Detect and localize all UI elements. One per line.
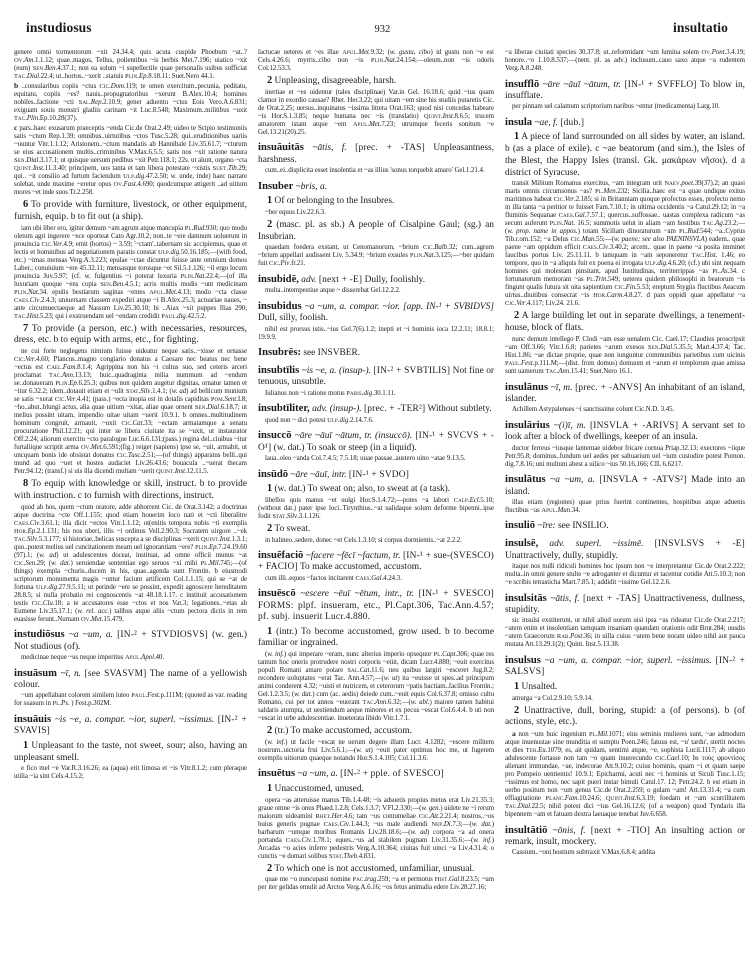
sense-text: Unpleasing, disagreeable, harsh.: [274, 76, 397, 86]
sense-number: 1: [267, 625, 273, 637]
citation-block: [14, 49, 247, 81]
citation-block: [505, 103, 745, 111]
citation-text: inertiae et ~es uidentur (tales disciplinae) Var.in Gel. 16.18.6; quid ~ius quam clamor in exordio causae? Rhet. Her.3.22; qui uitam ~em sine his studiis putaretis Cic. de Orat.2.25; uersus..inquinatus ~issima littera Orat.163; quod nisi concedas habeare ~is Hor.S.1.3.85; neque humana nec ~is (translatio) Quint.Inst.8.6.5; trucem amatorem istam atque ~em Apul.Met.7.23; utrumque feceris sonitum ~e Gel.13.21(20).25.: [258, 88, 494, 136]
citation-block: [258, 797, 494, 861]
column-3: [505, 48, 745, 970]
inflection: ~āre ~āuī, intr.: [288, 469, 347, 480]
citation-block: [505, 445, 745, 469]
dictionary-entry: [258, 768, 494, 780]
headword: insufflō: [505, 78, 540, 90]
headword: insuccō: [258, 430, 292, 442]
sense-number: 1: [267, 195, 273, 207]
citation-text: quaedam foedera exstant, ut Cenomanorum, ~brium Cic.Balb.32; cum..agrum ~brium appellari audissent Liv. 5.34.9; ~brium exsules Plin.Nat.3.125;—~ber quidam fuit Cic.Piv.fr.21.: [258, 244, 494, 268]
sense-paragraph: [258, 483, 494, 496]
headword: insula: [505, 116, 533, 128]
inflection: ~facere ~fēcī ~factum, tr.: [303, 551, 401, 562]
column-1: [14, 48, 247, 970]
sense-text: To equip with knowledge or skill, instruct. b to provide with instruction. c to furnish with directions, instruct.: [14, 479, 247, 501]
headword: insulsus: [505, 654, 541, 666]
dictionary-entry: [258, 365, 494, 389]
gloss: (w. dat.) To soak or steep (in a liquid).: [273, 442, 417, 453]
etymology: [INSVLSVS + -E]: [654, 539, 745, 550]
sense-number: 1: [23, 739, 29, 751]
sense-paragraph: [505, 705, 745, 730]
inflection: adv.: [298, 274, 317, 285]
citation-block: [505, 849, 745, 857]
sense-paragraph: [258, 626, 494, 651]
citation-text: e fico mel ~e Var.R.3.16.26; ea (aqua) erit limosa et ~is Vitr.8.1.2; cum pleraque utilia ~ia sint Cels.4.15.2;: [14, 765, 247, 781]
sense-text: (tr.) To make accustomed, accustom.: [274, 726, 412, 737]
citation-block: [258, 537, 494, 545]
inflection: ~īre:: [535, 521, 556, 532]
sense-paragraph: [258, 523, 494, 536]
etymology: [prec. + -TER²]: [363, 404, 426, 415]
dictionary-entry: [258, 347, 494, 359]
sense-number: 1: [267, 782, 273, 794]
dictionary-entry: [505, 593, 745, 617]
gloss: Dully, foolishly.: [364, 274, 426, 285]
citation-text: itaque nos nulli ridiculi homines hoc ipsum non ~e interpretantur Cic.de Orat.2.222; multa..in omni genere stulte ~e adroganter et dicuntur et tacentur cotidie Att.5.10.3; non ~e scribis tetrasticha Mart.7.85.1; addidit ~issime Gel.12.2.6.: [505, 563, 745, 587]
sense-paragraph: [505, 310, 745, 335]
sense-number: 2: [267, 862, 273, 874]
citation-block: [14, 765, 247, 781]
gloss: Dull, silly, foolish.: [258, 313, 328, 324]
sense-number: 2: [514, 310, 520, 322]
citation-text: quod ab hos, quem ~ctum oratore, adde abhorrent Cic. de Orat.3.142; a doctrinas atque doctrina ~cte Off.1.155; quod etiam houerim loco nati et ~cti liberalitre Caes.Civ.3.61.1; illa dicit ~ectos Vitr.1.1.12; ot(enitis tempora nobis ~ti exemplis Hor.Ep.2.1.131; his nos uberi, illis ~i ordinus Vell.2.90.3; Socratem uirgore ..~ek Tac.Silv.5.3.177; si historiae..belicas suscepta a se disciplinas ~xerit Quint.Inst.1.3.1; quo..potest melius uel cuncitationem meam uel ignorantiam ~ere? Plin.Ep.7.24.19.60 (97).1; (w. ad) ut adulescentes doceat, instituat, ad omne officii munus ~at Cic.Sen.29; (w. dat.) seruiendae sententiae ego seruos ~xi mihi Pl.Mil.745;—(of things) exempla ~churis..ducem in his, quae..agenda sunt Frontin. b eiusmodi scriptorum monumenta magis ~untur faciunt artificem Col.1.1.15; qui se ~at de fortuna Ulp.dig.27.9.5.11; ut perinde ~ere se possint, expedit agnoscere hereditatem 28.8.5; si nulla probatio rei cognoscentis ~at 48.18.1.17. c instituit accusationem testis Cic.Clu.18; a te accusatores esse ~ctos et nos Vat.3; legationes..~etas ab Eumene Liv.35.17.1; (w. rel. acc.) talibus atque aliis ~ctum pectora dictis in rem euasisse ferunt..Numam Ov.Met.15.479.: [14, 503, 247, 623]
page-number: 932: [374, 24, 391, 35]
citation-block: [505, 180, 745, 308]
headword: insubidē,: [258, 273, 299, 285]
inflection: adv. superl. ~issimē.: [538, 539, 644, 550]
citation-block: [14, 654, 247, 662]
etymology: [next + -TIO]: [590, 825, 651, 836]
citation-block: [14, 692, 247, 708]
inflection: ~is ~e, a. compar. ~ior, superl. ~issimus.: [51, 714, 215, 725]
citation-text: opera ~as atteruisse manus Tib.1.4.48; ~is adsuetis propius metus erat Liv.21.35.3; graue omne ~is onus Phaed.1.2.8; Cels.1.3.7; V.Fl.2.330;—(w. gen.) uidete ne ~i rerum maiorum uideamini Rhet.Her.4.6; tam ~us contumeliae Cic.Att.2.21.4; nostros..~os huius generis pugnae Caes.Civ.1.44.3; ~us male audiendi Nep.Di.7.3;—(w. dat.) barbarum ~umque moribus Romanis Liv.28.18.6;—(w. ad) corpora ~a ad onera portanda Caes.Civ.1.78.1; eques..~us ad stabilem pugnam Liv.31.35.6;—(w. inf.) Arcadas ~o acies inferre pedestris Verg.A.10.364; ciuitas fuit uinci ~a Liv.4.31.4; o cunctis ~e domari solibus Stat.Theb.4.831.: [258, 796, 494, 860]
headword: insubidus: [258, 300, 302, 312]
dictionary-entry: [505, 382, 745, 406]
sense-text: To which one is not accustomed, unfamiliar, unusual.: [274, 863, 475, 874]
citation-text: nunc demum intellego P. Clodi ~am esse uenalem Cic. Cael.17; Claudius proscripsit ~am Off.3.66; Vitr.1.6.8; parietes ~arum exesos Sen.Dial.5.35.5; Mart.4.37.4; Tac. Hist.1.86; ~ae dictae proprie, quae non iunguntur communibus parietibus cum uicinis Paul.Fest.p.111.M;—(dist. from domus) domuum et ~arum et templorum quae amissa sunt uamerum Tac.Ann.15.41; Suet.Nero 16.1.: [505, 336, 745, 375]
inflection: ~ōnis, f.: [547, 825, 586, 836]
citation-text: (w. inf.) qui imperare ~eram, nunc alterius imperio opsequor Pl.Capt.306; quae res tantum hoc oneris protrudere nostri corporis ~eüit, dicam Lucr.4.880; ~euit exercitus populi Romani amare potare Sal.Cat.11.6; neu quibus largiri ~esceret Jug.8.2; recondere uoluptates ~erat Tac. Ann.4.57;—(w. ut) ita ~euisse ut spes..ad principum animi conderent 4.32; ~uisti et nutricem, et ceterorum ~patis bactiam..facilius Frontin.; Gel.1.2.3.5; (w. dat.) cum (ac. aedis) deiede cum..~euit equis Col.6.37.8; omisso cultu Romano, cui per tot annos ~euerant Tac.Ann.6.32;—(w. abl.) maiore tamen habitui saldaris atumpta, ut uestiendum aeque minores et ex pecus ~escat Col.6.4.4. b uti non ~escat in urbe adulescentiae. inueterata libido Vitr.1.7.1.: [258, 651, 494, 723]
sense-text: To provide with furniture, livestock, or other equipment, furnish, equip. b to fit out (a ship).: [14, 200, 247, 222]
inflection: ~ātis, f.: [546, 593, 580, 604]
sense-text: Unpleasant to the taste, not sweet, sour; also, having an unpleasant smell.: [14, 740, 247, 763]
headword: insubtīliter,: [258, 403, 310, 415]
citation-block: [505, 499, 745, 515]
sense-number: 8: [23, 478, 29, 490]
headword: insubtīlis: [258, 365, 300, 377]
sense-paragraph: [505, 131, 745, 179]
inflection: adv. (insup-).: [309, 404, 362, 415]
citation-block: [258, 209, 494, 217]
inflection: ~a ~um, a.: [545, 475, 595, 486]
dictionary-entry: [258, 550, 494, 574]
inflection: ~(i)ī, m.: [549, 420, 586, 431]
running-head-left: instudiosus: [26, 20, 92, 35]
inflection: ~a ~um, a.: [295, 769, 338, 780]
etymology: [IN-² + pple. of SVESCO]: [340, 769, 444, 780]
sense-paragraph: [14, 199, 247, 224]
citation-block: [258, 739, 494, 763]
citation-text: ductor ferreus ~iusque lanternae uidebor fricare cornua Priap.32.13; exectores ~iique Petr.95.8; dominus..fundum uel aedes per saltuarium uel ~ium custodire potest Pomon. dig.7.8.16; uni multum abest a uilico ~ius 50.16.166; CIL 6.6217.: [505, 444, 745, 468]
sense-text: (intr.) To become accustomed, grow used. b to become familiar or ingrained.: [258, 626, 494, 649]
etymology: [IN-² + SALSVS]: [505, 655, 745, 678]
gloss: To blow in, insufflate.: [505, 79, 745, 101]
citation-block: [505, 730, 745, 819]
citation-text: ~ber equus Liv.22.6.3.: [265, 208, 326, 216]
sense-text: Of or belonging to the Insubres.: [274, 196, 395, 207]
sense-text: Unattractive, dull, boring, stupid: a (of persons). b (of actions, style, etc.).: [505, 705, 745, 728]
citation-text: libellos quis manus ~et uulgi Hor.S.1.4.72;—potes ~a labori Calp.Ecl.5.10; (without dat.) pater ipse loci..Tirynthius..~at ualidaque solum deforme bipenni..ipse fodit Stat.Silv.3.1.126.: [258, 496, 494, 520]
etymology: [INSVLA + -ARIVS]: [589, 420, 679, 431]
citation-text: Achillem Astypalenses ~i sanctissime colunt Cic.N.D. 3.45.: [512, 406, 675, 414]
inflection: ~is ~e, a. (insup-).: [299, 366, 371, 377]
gloss: A servant set to look after a block of dwellings, keeper of an insula.: [505, 420, 745, 443]
citation-block: [505, 695, 745, 703]
headword: insuāsum: [14, 667, 57, 679]
dictionary-entry: [258, 181, 494, 193]
citation-block: [505, 406, 745, 414]
dictionary-entry: [505, 117, 745, 129]
dictionary-entry: [258, 469, 494, 481]
citation-block: [14, 124, 247, 197]
sense-paragraph: [258, 863, 494, 876]
dictionary-entry: [258, 142, 494, 166]
citation-text: lactucae ueteres et ~es illae Apul.Met.9.32; (w. gustu, cibo) id gustu non ~e est Cels.4.26.6; myrris..cibo non ~is Plin.Nat.24.154;—oleum..non ~is odoris Col.12.53.3.: [258, 49, 494, 72]
sense-number: 1: [514, 131, 520, 143]
dictionary-entry: [505, 825, 745, 849]
etymology: [INSVLA + -ATVS²]: [599, 475, 687, 486]
citation-block: [258, 167, 494, 175]
citation-block: [258, 326, 494, 342]
citation-text: ne cui forte neglegens nimium fuisse uideatur neque satis..~xisse et ornasse Cic.Ver.4.60; Plancus..magno congiario donatus a Caesare nec beatus nec bene ~ectus est Cael.Fam.8.1.4; Agrippina non his ~i cultus suo, sed ceteris arceri proclamat Tac.Ann.13.13; huic..quadraginta milia nummum ad ~endum se..donaueram Plin.Ep.6.25.3; quibus non quidem augetur dignitas, ornatur tamen et ~itur 6.32.2; idem..dotauit etiam et ~ulit Stat.Silv.1.4.1; (w. ad) ad bellicum munium se satis ~xerat Cic.Ver.4.41; (pass.) ~ecta inopia est in dotalis capiditas Pom.Sent.I.8; ~ho..abut..blungi actus, alia quae uitium ~xitat, aliae quae ornent Sen.Dial.6.18.7; ut melius possint uitam, impendio uitae uitam ~uerit 10.9.1. b omnes..multitudinem hominum congruit, armauit, ~uxit Cic.Cat.33; ~ectam armatamque a senatu procuratione Phil.12.21; qui inter se libera ciuitate ita se ~uxit, ut instaurator Off.2.24; aliorum exercitu ~cto paralogue Luc.6.6.131;(pass.) regina del..ciuibus ~itur furtaliique scriptit arma Ov.Met.6.591;(fig.) reiget (sapiens) ipse se, ~uit, armabit, ut uncquam bonis ide obsistat donatus Cic.Tusc.2.51;—(of things) apparatus belli..qui mund ad quo ~uet et hostes audaciet Liv.26.43.6; bouacula ..~uerat thecam Petr.94.12; (transf.) si uis illa dicendi multam ~uerit Quint.Inst.12.11.5.: [14, 348, 247, 476]
sense-text: A large building let out in separate dwellings, a tenement-house, block of flats.: [505, 311, 745, 334]
dictionary-entry: [505, 538, 745, 562]
headword: insulānus: [505, 381, 548, 393]
dictionary-entry: [505, 655, 745, 679]
dictionary-entry: [258, 430, 494, 454]
citation-text: amurga ~a Col.2.9.10; 5.9.14.: [512, 694, 593, 702]
dictionary-entry: [258, 588, 494, 623]
sense-paragraph: [14, 478, 247, 503]
citation-block: [14, 504, 247, 624]
citation-text: multa..intempestiue atque ~ disserebat Gel.12.2.2.: [265, 287, 401, 295]
column-2: [258, 48, 494, 970]
citation-text: transit Militum Romanus exercitus, ~am integram urit Naev.poet.39(37).2; an quasi maris omnis circumsonus ~as? Pl.Men.232; Sicilia..haec est ~a quae undique exitus maritimos habeat Cic.Ver.2.185; si in Britanniam quoque profectus esses, profecto nemo in illa tanta ~a peritior te fuisset Fam.7.10.1; in ultima occidentis ~a Catul.29.12; in ~a fluminis Sequanae Caes.Gal.7.57.1; quercus..suffossae.. uastas complexa radicum ~as secum auferunt Plin.Nat. 16.5; summotis uelut in aliam ~am hostibus Tac.Ag.23.2;—(w. prop. name in appos.) totam Siciliam dinoraturum ~am Pl.Rud.544; ~a..Cyprus Tib.r.om.152; ~a Delus Cic.Man.55;—(w. paene; see also PAENINSVLA) eadem.. quae paene ~am oppidum efficit Caes.Civ.3.40.2; arcem.. quae in paene ~a posita imminet faucibus portus Liv. 25.11.11. b tamquam in ~am seponeretur Tac.Hist. 1.46; eo tempore, quo in ~a aliquis fuit ex poena ei irrogata Ulp.dig.4.6.20; (cf.) ubi sint nequam homines qui molestam pinsitant, apud Iustitudinas, territerrippas ~as Pl.As.34. c fortunatorum memorant ~as Pl.Trin.549; ueteres quidem philosophi in beatorum ~is fingunt qualis futura sit uita sapientium Cic.Fin.5.53; ereptum Stygiis fluctibus Aeacum uirtus..diuitibus consecrat ~is Hor.Carm.4.8.27. d pars oppidi quae appellatur ~a Cic.Ver.4.117; Liv.24. 21.6.: [505, 180, 745, 308]
sense-text: Unaccustomed, unused.: [274, 783, 364, 794]
gloss: (w. gen.) Not studious (of).: [14, 630, 247, 652]
citation-text: illas etiam (regiones) quae prius fuerint continentes, hospitibus atque aduenis fluctibus ~as Apul.Mun.34.: [505, 498, 745, 514]
citation-text: ~a liberae ciuitati species 30.37.8; ut..reformidant ~um lumina solem Ov.Pont.3.4.19; honore..~o 1.10.8.537;—(nent. pl. as adv.) inclusum..cauo saxo atque ~a rudentem Verg.A.8.248.: [505, 49, 745, 72]
inflection: ~a ~um, a. compar. ~ior. [app. IN-¹ + SVBIDVS]: [301, 301, 494, 312]
etymology: [next + -TAS]: [583, 593, 641, 604]
sense-paragraph: [258, 725, 494, 738]
inflection: ~ātis, f.: [303, 143, 347, 154]
citation-block: [14, 348, 247, 476]
citation-block: [258, 417, 494, 425]
sense-text: A piece of land surrounded on all sides by water, an island. b (as a place of exile). c ~ae beatorum (and sim.), the Isles of the Blest, the Happy Isles (transl. Gk. μακάρων νῆσοι). d a district of Syracuse.: [505, 132, 745, 178]
dictionary-entry: [258, 274, 494, 286]
sense-paragraph: [258, 75, 494, 88]
sense-number: 7: [23, 322, 29, 334]
citation-block: [258, 651, 494, 723]
gloss: An insulting action or remark, insult, mockery.: [505, 825, 745, 848]
citation-text: quod non ~ dici potest Ulp.dig.2.14.7.6.: [265, 416, 374, 424]
citation-text: cum..ei..displicita esset insolentia et ~as illius 'sonus torquebit amaro' Gel.1.21.4.: [265, 167, 485, 175]
gloss: An inhabitant of an island, islander.: [505, 382, 745, 404]
citation-block: [505, 336, 745, 376]
sub-sense-letter: b: [14, 81, 19, 90]
sub-sense-letter: c: [14, 123, 18, 132]
sense-paragraph: [258, 219, 494, 244]
headword: Insubrēs:: [258, 347, 301, 359]
etymology: [prec. + -ANVS]: [575, 382, 642, 393]
citation-text: medicinae neque ~us neque imperitus Apul.Apol.40.: [21, 654, 165, 662]
inflection: ~bris, a.: [293, 181, 328, 192]
gloss: To make accustomed, accustom.: [299, 562, 422, 573]
citation-text: per pinnam uel calamum scriptorium naribus ~entur (medicamenta) Larg.10.: [512, 103, 720, 111]
running-head-right: insultatio: [672, 20, 728, 35]
headword: instudiōsus: [14, 629, 65, 641]
headword: insulsē,: [505, 538, 539, 550]
headword: insuēscō: [258, 588, 296, 600]
inflection: ~a ~um, a.: [64, 630, 113, 641]
gloss: Unpleasantness, harshness.: [258, 143, 494, 165]
citation-text: Iulianus non ~i ratione motus Paris.dig.30.1.11.: [265, 389, 396, 397]
citation-text: in balineo..sedere, donec ~et Cels.1.3.10; si corpus dormientis..~at 2.2.2.: [265, 536, 462, 544]
etymology: [dub.]: [560, 117, 585, 128]
headword: insuētus: [258, 768, 296, 780]
inflection: ~a ~um, a. compar. ~ior, superl. ~issimus.: [540, 655, 712, 666]
citation-block: [14, 82, 247, 123]
citation-text: Cassium..~oni hostium subtraxit V.Max.6.8.4; addita: [512, 849, 655, 857]
sense-paragraph: [258, 783, 494, 796]
sense-text: To provide (a person, etc.) with necessaries, resources, dress, etc. b to equip with arms, etc., for fighting.: [14, 323, 247, 346]
inflection: ~āre ~āuī ~ātum, tr. (insuccō).: [291, 431, 413, 442]
dictionary-entry: [505, 420, 745, 444]
citation-text: non ~um huic ingenium Pl.Mil.1071; eius seminis mulieres sunt, ~ae admodum atque inuenustae sine munditia et sumptu Poen.246; fatuus est, ~u' tardu', stertit noctes et dies Ter.Eu.1079; es, ait quidam, sentimi atque, ~e, sophista Lucil.1117; ab aliquo adulescente fortasse non tam ~o quam inuerecundo Cic.Cael.10; bs τοὺς φροντίσος alienant immundae, ~ae, indecorae Att.9.10.2; cuius hominis, quam ~i et quam saepe pro Pompeio uentientis! 10.9.1; Epicharmi, acuti nec ~i hominis ut Siculi Tusc.1.15; ~issimus est homo, nec sapit pueri instar bimuli Catul.17. 12; Petr.24.2. b est etiam in uerbo positum non ~um genus Cic.de Orat.2.259; o gulam ~am! Att.13.31.4; ~a cum effiagitatione Planc.Fam.10.24.6; Quint.Inst.6.3.19; foedam et ~am scurrilitatem Tac.Dial.22.5; nihil potest dici ~ius Gel.16.12.6; (of a weapon) quod Tyndaris illa bipennem ~am et fatuam dextra laeuaque tenebat Juv.6.658.: [505, 731, 745, 819]
gloss: Made into an island.: [505, 475, 745, 497]
sense-number: 2: [514, 704, 520, 716]
headword: insuēfaciō: [258, 550, 304, 562]
citation-text: cum illi..equos ~factos incitarent Caes.Gal.4.24.3.: [265, 574, 402, 582]
sense-text: Unsalted.: [521, 681, 558, 692]
headword: insulārius: [505, 419, 550, 431]
citation-text: quae me ~o nuncupasti nomine Pac.trag.259; ~a et permotus Hist.Gal.8.23.5; ~um per iter gelidas emulit ad Arctos Verg.A.6.16; ~os fetus animalia edere Liv.28.27.16;: [258, 876, 494, 892]
citation-block: [505, 617, 745, 649]
citation-text: nihil est prorsus istis..~ius Gel.7(6).1.2; inepti et ~i hominis ioca 12.2.11; 18.8.1; 19.9.9.: [258, 325, 494, 341]
citation-text: genere omni tormentorum ~xit 24.34.4; quis acuta cuspide Phoebum ~at..? Ov.Am.1.1.12; quae..magos, Tellus, polientibus ~is herbis Met.7.196; uiatico ~xit (eum) Sen.Ben.4.37.1; non ea solum ~i supellectile quae personalis usibus sufficiat Tac.Dial.22.4; ut..hortos..~xerit ..statuis Plin.Ep.8.18.11; Suet.Nero 44.1.: [14, 49, 247, 80]
citation-text: sic insulsi exstiterunt, ut nihil aliud uorum uisi ipsa ~as rideatur Cic.de Orat.2.217; ~atem enim et insolentiam tamquam insaniam quandam orationis odit Brut.284; uusdis ~atem Graecorum Rab.Post.36; in uilla cuius ~atem bene norant uideo nihil aut pauca mutata Att.13.29.1(2); Quint. Inst.5.13.38.: [505, 617, 745, 649]
sense-number: 2: [267, 75, 273, 86]
citation-block: [14, 225, 247, 321]
etymology: [IN-¹ + SVDO]: [348, 469, 410, 480]
running-head: [14, 20, 736, 40]
sense-number: 2: [267, 218, 273, 230]
citation-text: ~um appellabant colorem similem luteo Paul.Fest.p.111M; (quoted as var. reading for suasum in Pl.Ps. ) Fest.p.302M.: [14, 692, 247, 708]
citation-text: laua..oleo ~anda Col.7.4.5; 7.5.18; uuae passae..austero uino ~atae 9.13.5.: [265, 455, 466, 463]
dictionary-entry: [258, 301, 494, 325]
gloss: Unattractiveness, dullness, stupidity.: [505, 593, 745, 616]
headword: insultātiō: [505, 824, 548, 836]
inflection: ~āre ~āuī ~ātum, tr.: [539, 79, 621, 90]
sense-paragraph: [14, 740, 247, 765]
sense-text: To sweat.: [274, 523, 311, 534]
etymology: [IN-² + SVAVIS]: [14, 714, 247, 737]
citation-text: pars..haec exusarum praeceptis ~enda Cic.de Orat.2.49; uideo te Scipio testimoniis satis ~ctum Rep.1.39; omnibus..uirtutibus ~ctos Tusc.5.28; qui..eruditionibus uariis ~uuntur Vitr.1.1.12; Aristonem..~ctum mandatis ab Hannibale Liv.35.61.7; ~cturum se eius accusationem multis..criminibus V.Max.6.5.5; satis nos ~xit ratione natura Sen.Dial.3.17.1; ut quisque uersum pedibus ~xit Petr.118.1; 22s. ut alunt, organo ~cta Quint.Inst.11.3.40; principem, uos tanta et tam libera potestate ~xistis Suet.Tib.29; qui.. ~it consilio ad furtum faciendum Ulp.dig.47.2.50; w. unde, inde) haec narrare solebat, unde maxime ~eretur opus Ov.Fast.4.690; quodcumque attigerit ..ad uitium mores ~et inde suos Tr.2.258.: [14, 125, 247, 196]
dictionary-entry: [258, 403, 494, 415]
gloss: Without subtlety.: [427, 404, 492, 415]
headword: insūdō: [258, 468, 289, 480]
citation-block: [505, 49, 745, 73]
dictionary-entry: [14, 714, 247, 738]
sense-paragraph: [14, 323, 247, 348]
citation-block: [258, 244, 494, 268]
dictionary-entry: [505, 474, 745, 498]
headword: insuāuitās: [258, 142, 304, 154]
gloss: see INSVBER.: [303, 348, 361, 359]
etymology: [IN-¹ + sue-(SVESCO) + FACIO]: [258, 551, 494, 573]
dictionary-entry: [14, 629, 247, 653]
citation-block: [258, 287, 494, 295]
inflection: ~ī, m.: [548, 382, 573, 393]
sense-number: 1: [514, 680, 520, 692]
inflection: ~ī, n.: [57, 668, 82, 679]
etymology: [IN-¹ + SVCVS + -O¹]: [258, 431, 494, 453]
sense-text: (masc. pl. as sb.) A people of Cisalpine Gaul; (sg.) an Insubrian.: [258, 219, 494, 242]
headword: insulsitās: [505, 592, 547, 604]
citation-block: [258, 575, 494, 583]
etymology: [next + -E]: [318, 274, 363, 285]
sense-paragraph: [258, 195, 494, 208]
etymology: [see SVASVM]: [84, 668, 147, 679]
citation-block: [258, 497, 494, 521]
citation-block: [258, 49, 494, 73]
etymology: [IN-¹ + SVFFLO]: [624, 79, 697, 90]
gloss: The name of a yellowish colour.: [14, 668, 247, 690]
citation-text: (w. inf.) ut facile ~escat ne uerum degere illam Lucr. 4.1282; ~escere militem nostrum..uictoria frui Liv.5.6.1;—(w. ut) ~euit pater optimus hoc me, ut fugerem exemplis uitiorum quaeque notando Hor.S.1.4.105; Col.11.3.6.: [258, 738, 494, 762]
etymology: [IN-² + SVBTILIS]: [373, 366, 451, 377]
column-container: [14, 48, 745, 970]
sub-sense-letter: a: [512, 729, 516, 739]
citation-block: [258, 876, 494, 892]
sense-text: (w. dat.) To sweat on; also, to sweat at (a task).: [274, 483, 451, 494]
citation-text: iam ubi liber ero, igitur demum ~am agrum atque mancupia Pl.Rud.930; quo modo oletum agri ingerere ~ece oporteat Cato Agr.10.2; non..te ~ere damnum uoluerunt in prouincia Cic.Ver.4.9; emit (hortos) ~ 3.59; '~ctam'..tabernam sic accipiemus, quae et lectis et hominibus ad negotiationem paratis constat Ulp.dig.50.16.185;—(with food, etc.) ~imas mensas Verg.A.3.223; epulae ~ctae dicuntur fuisse ante omnium domos Laber.; conuiuium ~ere 45.32.11; mensasque torosque ~et Sil.5.1.126; ~il ergo locum prouincia Juv.5.97; (cf. w. fulgentius ~i poterat luxuria Plin.Nat.22.4;—(of illa luxuriam quoque ~ens copia Sen.Ben.4.5.1; acris multis modis ~unt medicinam Plin.Nat.34. epulis bestiarum saginas ~entes Apul.Met.4.13; modo ~cta classe Caes.Civ.2.4.3; uniuersam classem expediri atque ~i B.Alex.25.3; actuariae naues, ~ ante circumuectaeque ad Nassum Liv.25.30.10; bi ..Aiax ~xit puppes Ilias 290; Tac.Hist.5.23; qui i exstruendam uel ~endam credidit Paul.dig.42.5.2.: [14, 224, 247, 320]
citation-text: ..consularibus copiis ~ctus Cic.Dom.119; te omen exercitum..pecunia, peditatu, equitatu, copiis ~es? nauis..propugnatoribus ~xerunt B.Alex.10.4; homines nobiles..factione ~cti Sal.Rep.2.10.9; gener aduentu ~ctus Eois Vero.A.6.831; exiguam souis monstri gladiis carinam ~it Luc.8.548; Maximum..militibus ~uxit Tac.Plin.Ep.10.28(37).: [14, 83, 247, 122]
headword: insuliō: [505, 520, 536, 532]
dictionary-entry: [505, 520, 745, 532]
dictionary-entry: [505, 79, 745, 103]
headword: Insuber: [258, 180, 294, 192]
headword: insulātus: [505, 474, 546, 486]
etymology: [prec. + -TAS]: [355, 143, 425, 154]
etymology: [IN-¹ + SVESCO] FORMS: plpf. insueram, etc., Pl.Capt.306, Tac.Ann.4.57; pf. subj. insuerit Lucr.4.880.: [258, 589, 494, 623]
etymology: [IN-² + STVDIOSVS]: [117, 630, 208, 641]
gloss: Unattractively, dully, stupidly.: [505, 550, 618, 561]
sense-number: 2: [267, 725, 273, 737]
inflection: ~escere ~ēuī ~ētum, intr., tr.: [295, 589, 415, 600]
headword: insuāuis: [14, 713, 52, 725]
gloss: Not fine or tenuous, unsubtle.: [258, 366, 494, 388]
sense-number: 6: [23, 199, 29, 210]
gloss: see INSILIO.: [558, 521, 609, 532]
sense-number: 2: [267, 522, 273, 534]
citation-block: [258, 390, 494, 398]
inflection: ~ae, f.: [532, 117, 558, 128]
citation-block: [505, 563, 745, 587]
sense-paragraph: [505, 681, 745, 694]
citation-block: [258, 89, 494, 137]
dictionary-entry: [14, 668, 247, 692]
citation-block: [258, 455, 494, 463]
sense-number: 1: [267, 482, 273, 494]
